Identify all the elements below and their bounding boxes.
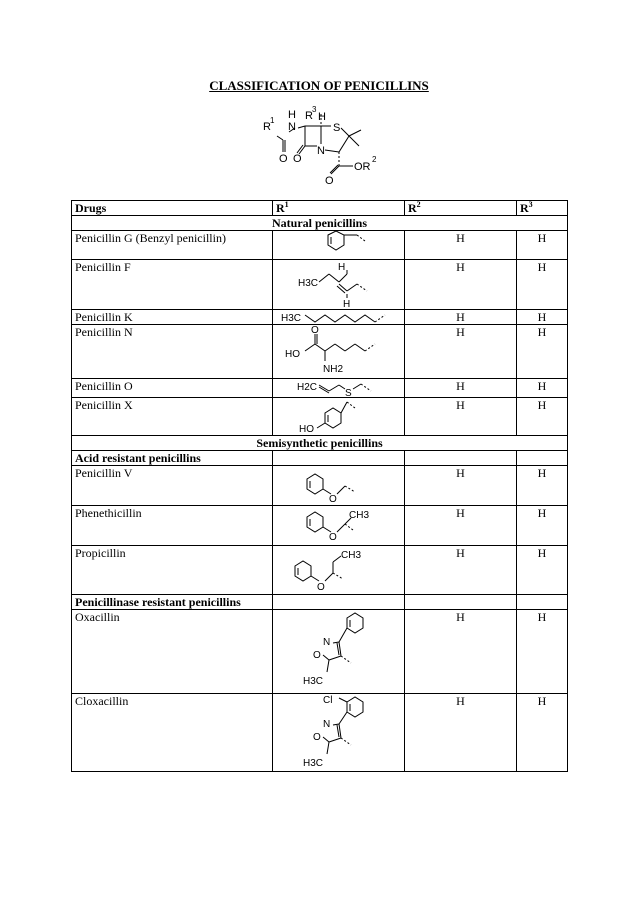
header-r2: $R^2$ bbox=[405, 201, 517, 216]
r1-structure bbox=[273, 231, 405, 260]
header-drugs: Drugs bbox=[72, 201, 273, 216]
r1-structure bbox=[273, 260, 405, 310]
header-r1: $R^1$ bbox=[273, 201, 405, 216]
svg-text:3: 3 bbox=[312, 105, 317, 114]
svg-text:O: O bbox=[311, 325, 319, 336]
drug-name: Propicillin bbox=[72, 546, 273, 595]
svg-text:O: O bbox=[313, 732, 321, 743]
group-penicillinase-resistant: Penicillinase resistant penicillins bbox=[72, 595, 273, 610]
svg-text:R: R bbox=[263, 121, 271, 133]
table-row: Penicillin O H2C S H H bbox=[72, 379, 568, 398]
svg-text:O: O bbox=[329, 532, 337, 543]
svg-text:2: 2 bbox=[372, 155, 377, 164]
svg-text:H: H bbox=[338, 262, 346, 273]
table-row: Penicillin G (Benzyl penicillin) H H bbox=[72, 231, 568, 260]
svg-text:HO: HO bbox=[285, 349, 300, 360]
table-row: Cloxacillin Cl N O H3C H H bbox=[72, 694, 568, 772]
svg-text:NH2: NH2 bbox=[323, 364, 344, 375]
svg-text:O: O bbox=[325, 175, 334, 187]
drug-name: Penicillin O bbox=[72, 379, 273, 398]
drug-name: Penicillin V bbox=[72, 466, 273, 506]
drug-name: Cloxacillin bbox=[72, 694, 273, 772]
table-row: Penicillin V O H H bbox=[72, 466, 568, 506]
svg-text:O: O bbox=[279, 153, 288, 165]
r1-structure bbox=[273, 310, 405, 325]
svg-text:1: 1 bbox=[270, 116, 275, 125]
table-row: Phenethicillin O CH3 H H bbox=[72, 506, 568, 546]
table-row: Penicillin N O HO NH2 H H bbox=[72, 325, 568, 379]
svg-text:Cl: Cl bbox=[323, 695, 333, 706]
svg-text:N: N bbox=[323, 719, 331, 730]
table-row: Penicillin X HO H H bbox=[72, 398, 568, 436]
table-row: Penicillin K H3C H H bbox=[72, 310, 568, 325]
svg-text:N: N bbox=[288, 121, 296, 133]
svg-text:CH3: CH3 bbox=[341, 550, 362, 561]
r1-structure bbox=[273, 325, 405, 379]
drug-name: Penicillin F bbox=[72, 260, 273, 310]
drug-name: Penicillin N bbox=[72, 325, 273, 379]
svg-text:H3C: H3C bbox=[303, 758, 324, 769]
svg-text:CH3: CH3 bbox=[349, 510, 370, 521]
drug-name: Penicillin X bbox=[72, 398, 273, 436]
svg-text:H: H bbox=[318, 111, 326, 123]
svg-text:H: H bbox=[343, 299, 351, 310]
svg-text:N: N bbox=[317, 145, 325, 157]
r1-structure bbox=[273, 610, 405, 694]
svg-text:HO: HO bbox=[299, 424, 314, 435]
r1-structure bbox=[273, 546, 405, 595]
table-row: Oxacillin N O H3C H H bbox=[72, 610, 568, 694]
drug-name: Oxacillin bbox=[72, 610, 273, 694]
svg-text:O: O bbox=[313, 650, 321, 661]
svg-text:S: S bbox=[333, 122, 341, 134]
svg-text:H3C: H3C bbox=[298, 278, 319, 289]
svg-text:O: O bbox=[293, 153, 302, 165]
svg-text:H2C: H2C bbox=[297, 382, 318, 393]
r1-structure bbox=[273, 466, 405, 506]
penicillin-core-structure bbox=[255, 104, 385, 192]
svg-text:S: S bbox=[345, 388, 352, 398]
svg-text:H: H bbox=[288, 109, 296, 121]
table-row: Penicillin F H H3C H H H bbox=[72, 260, 568, 310]
svg-text:H3C: H3C bbox=[303, 676, 324, 687]
svg-text:O: O bbox=[329, 494, 337, 505]
r1-structure bbox=[273, 694, 405, 772]
header-r3: $R^3$ bbox=[517, 201, 568, 216]
r1-structure bbox=[273, 398, 405, 436]
drug-name: Penicillin G (Benzyl penicillin) bbox=[72, 231, 273, 260]
svg-text:OR: OR bbox=[354, 161, 371, 173]
table-header-row bbox=[72, 201, 568, 216]
r1-structure bbox=[273, 379, 405, 398]
section-natural-penicillins: Natural penicillins bbox=[72, 216, 568, 231]
section-semisynthetic-penicillins: Semisynthetic penicillins bbox=[72, 436, 568, 451]
svg-text:N: N bbox=[323, 637, 331, 648]
group-acid-resistant: Acid resistant penicillins bbox=[72, 451, 273, 466]
page-title: CLASSIFICATION OF PENICILLINS bbox=[209, 78, 429, 93]
svg-text:H3C: H3C bbox=[281, 313, 302, 324]
drug-name: Phenethicillin bbox=[72, 506, 273, 546]
svg-text:O: O bbox=[317, 582, 325, 593]
svg-text:R: R bbox=[305, 110, 313, 122]
r1-structure bbox=[273, 506, 405, 546]
table-row: Propicillin O CH3 H H bbox=[72, 546, 568, 595]
drug-name: Penicillin K bbox=[72, 310, 273, 325]
penicillin-classification-table bbox=[71, 200, 568, 772]
